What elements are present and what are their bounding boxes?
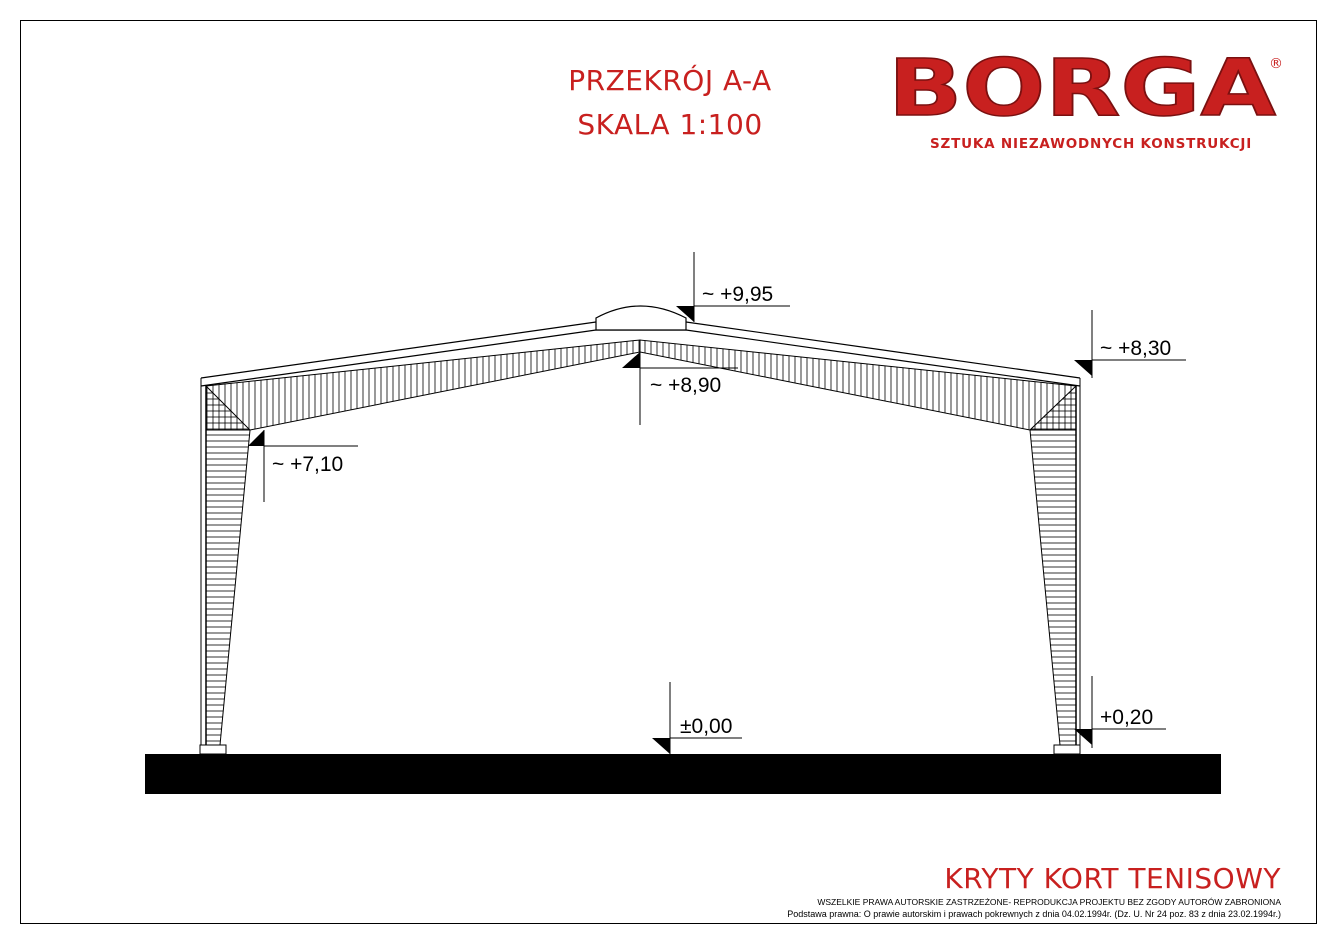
level-label-ridge-top: ~ +9,95	[702, 283, 774, 306]
level-marker-column-base	[1074, 676, 1166, 748]
right-column	[1030, 386, 1076, 745]
level-marker-eave	[1074, 310, 1186, 378]
brand-tagline: SZTUKA NIEZAWODNYCH KONSTRUKCJI	[930, 136, 1253, 152]
ridge-skylight	[596, 306, 686, 330]
level-marker-ridge-top	[676, 252, 790, 322]
logo-wordmark: BORGA	[888, 52, 1276, 132]
left-rafter	[206, 340, 640, 430]
level-label-haunch: ~ +7,10	[272, 453, 344, 476]
copyright-notice: WSZELKIE PRAWA AUTORSKIE ZASTRZEŻONE- REPRODUKCJA PROJEKTU BEZ ZGODY AUTORÓW ZABRONIONA	[817, 897, 1281, 907]
ground-slab	[145, 754, 1221, 794]
level-label-column-base: +0,20	[1100, 706, 1154, 729]
section-title: PRZEKRÓJ A-A	[568, 64, 772, 97]
registered-mark: ®	[1269, 56, 1283, 72]
right-base-plate	[1054, 745, 1080, 754]
project-title: KRYTY KORT TENISOWY	[944, 862, 1281, 895]
level-label-ground: ±0,00	[680, 715, 733, 738]
level-marker-ground	[652, 682, 742, 754]
level-label-ridge-inner: ~ +8,90	[650, 374, 722, 397]
level-marker-haunch	[248, 430, 358, 502]
left-base-plate	[200, 745, 226, 754]
legal-basis-notice: Podstawa prawna: O prawie autorskim i prawach pokrewnych z dnia 04.02.1994r. (Dz. U. Nr 24 poz. 83 z dnia 23.02.1994r.)	[787, 909, 1281, 919]
scale-label: SKALA 1:100	[577, 108, 763, 141]
level-label-eave: ~ +8,30	[1100, 337, 1172, 360]
left-column	[206, 386, 250, 745]
